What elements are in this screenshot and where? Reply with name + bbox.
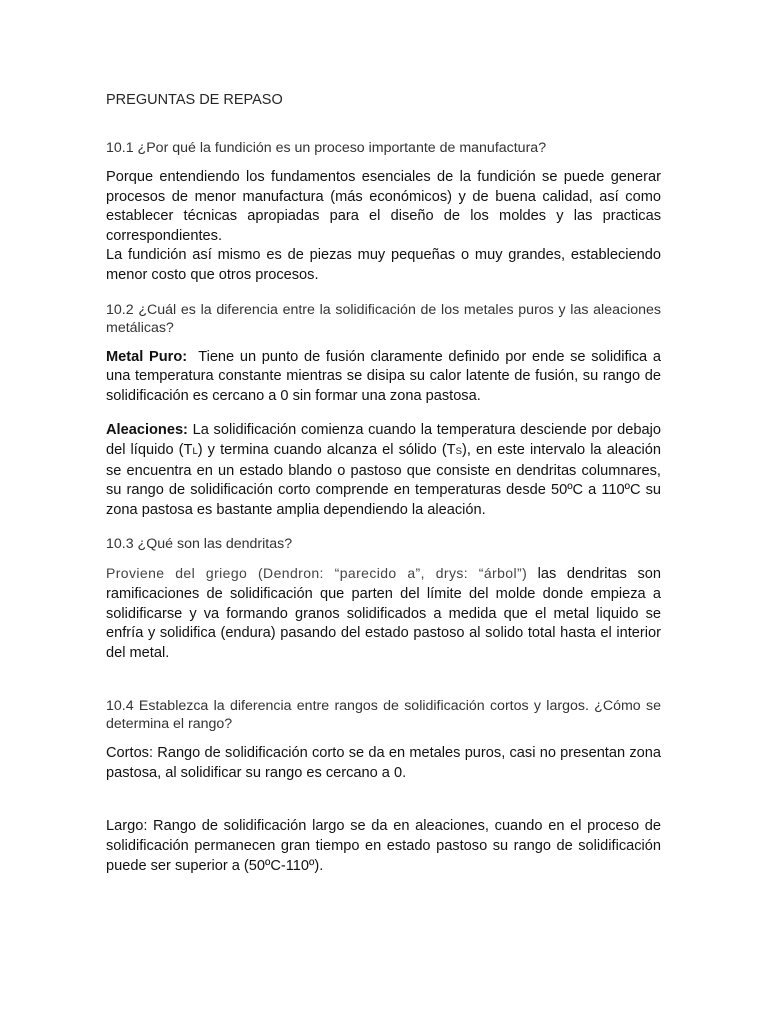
- spacer: [106, 783, 661, 817]
- aleaciones-text-c: ), en este intervalo la aleación se encuentra en un estado blando o pastoso que consiste en dendritas columnares, su rango de solidificación corto comprende en temperaturas desde 50ºC a 110ºC su zona pastosa es bastante amplia dependiendo la aleación.: [106, 441, 661, 518]
- answer-cortos: Cortos: Rango de solidificación corto se da en metales puros, casi no presentan zona pastosa, al solidificar su rango es cercano a 0.: [106, 745, 661, 781]
- page-title: PREGUNTAS DE REPASO: [106, 92, 283, 108]
- question-10-2: 10.2 ¿Cuál es la diferencia entre la solidificación de los metales puros y las aleaciones metálicas?: [106, 301, 661, 336]
- spacer: [106, 663, 661, 697]
- answer-metal-puro: [106, 348, 661, 407]
- subscript-s: S: [455, 445, 462, 457]
- metal-puro-term: Metal Puro:: [106, 348, 188, 365]
- dendritas-etymology: Proviene del griego (Dendron: “parecido a”, drys: “árbol”): [106, 565, 528, 582]
- document-page: [106, 92, 661, 876]
- aleaciones-text-b: ) y termina cuando alcanza el sólido (T: [197, 441, 456, 458]
- spacer: [106, 406, 661, 421]
- metal-puro-text: Tiene un punto de fusión claramente definido por ende se solidifica a una temperatura constante mientras se disipa su calor latente de fusión, su rango de solidificación es cercano a 0 sin formar una zona pastosa.: [106, 348, 661, 404]
- answer-10-1-paragraph-2: La fundición así mismo es de piezas muy pequeñas o muy grandes, estableciendo menor costo que otros procesos.: [106, 247, 661, 283]
- aleaciones-term: Aleaciones:: [106, 422, 188, 439]
- subscript-l: L: [192, 445, 198, 457]
- question-10-4: 10.4 Establezca la diferencia entre rangos de solidificación cortos y largos. ¿Cómo se determina el rango?: [106, 698, 661, 733]
- answer-10-1-paragraph-1: Porque entendiendo los fundamentos esenciales de la fundición se puede generar procesos de menor manufactura (más económicos) y de buena calidad, así como establecer técnicas apropiadas para el diseño de los moldes y las practicas correspondientes.: [106, 169, 661, 244]
- aleaciones-text-a: La solidificación comienza cuando la temperatura desciende por debajo del líquido (T: [106, 422, 661, 458]
- spacer: [106, 286, 661, 301]
- answer-10-3: [106, 564, 661, 663]
- question-10-1: 10.1 ¿Por qué la fundición es un proceso importante de manufactura?: [106, 140, 547, 156]
- question-10-3: 10.3 ¿Qué son las dendritas?: [106, 536, 293, 553]
- spacer: [106, 520, 661, 535]
- dendritas-text: las dendritas son ramificaciones de solidificación que parten del límite del molde donde empieza a solidificarse y va formando granos solidificados a medida que el metal liquido se enfría y solidifica (endura) pasando del estado pastoso al solido total hasta el interior del metal.: [106, 566, 661, 661]
- answer-largo: Largo: Rango de solidificación largo se da en aleaciones, cuando en el proceso de solidificación permanecen gran tiempo en estado pastoso su rango de solidificación puede ser superior a (50ºC-110º).: [106, 818, 661, 874]
- answer-aleaciones: [106, 421, 661, 520]
